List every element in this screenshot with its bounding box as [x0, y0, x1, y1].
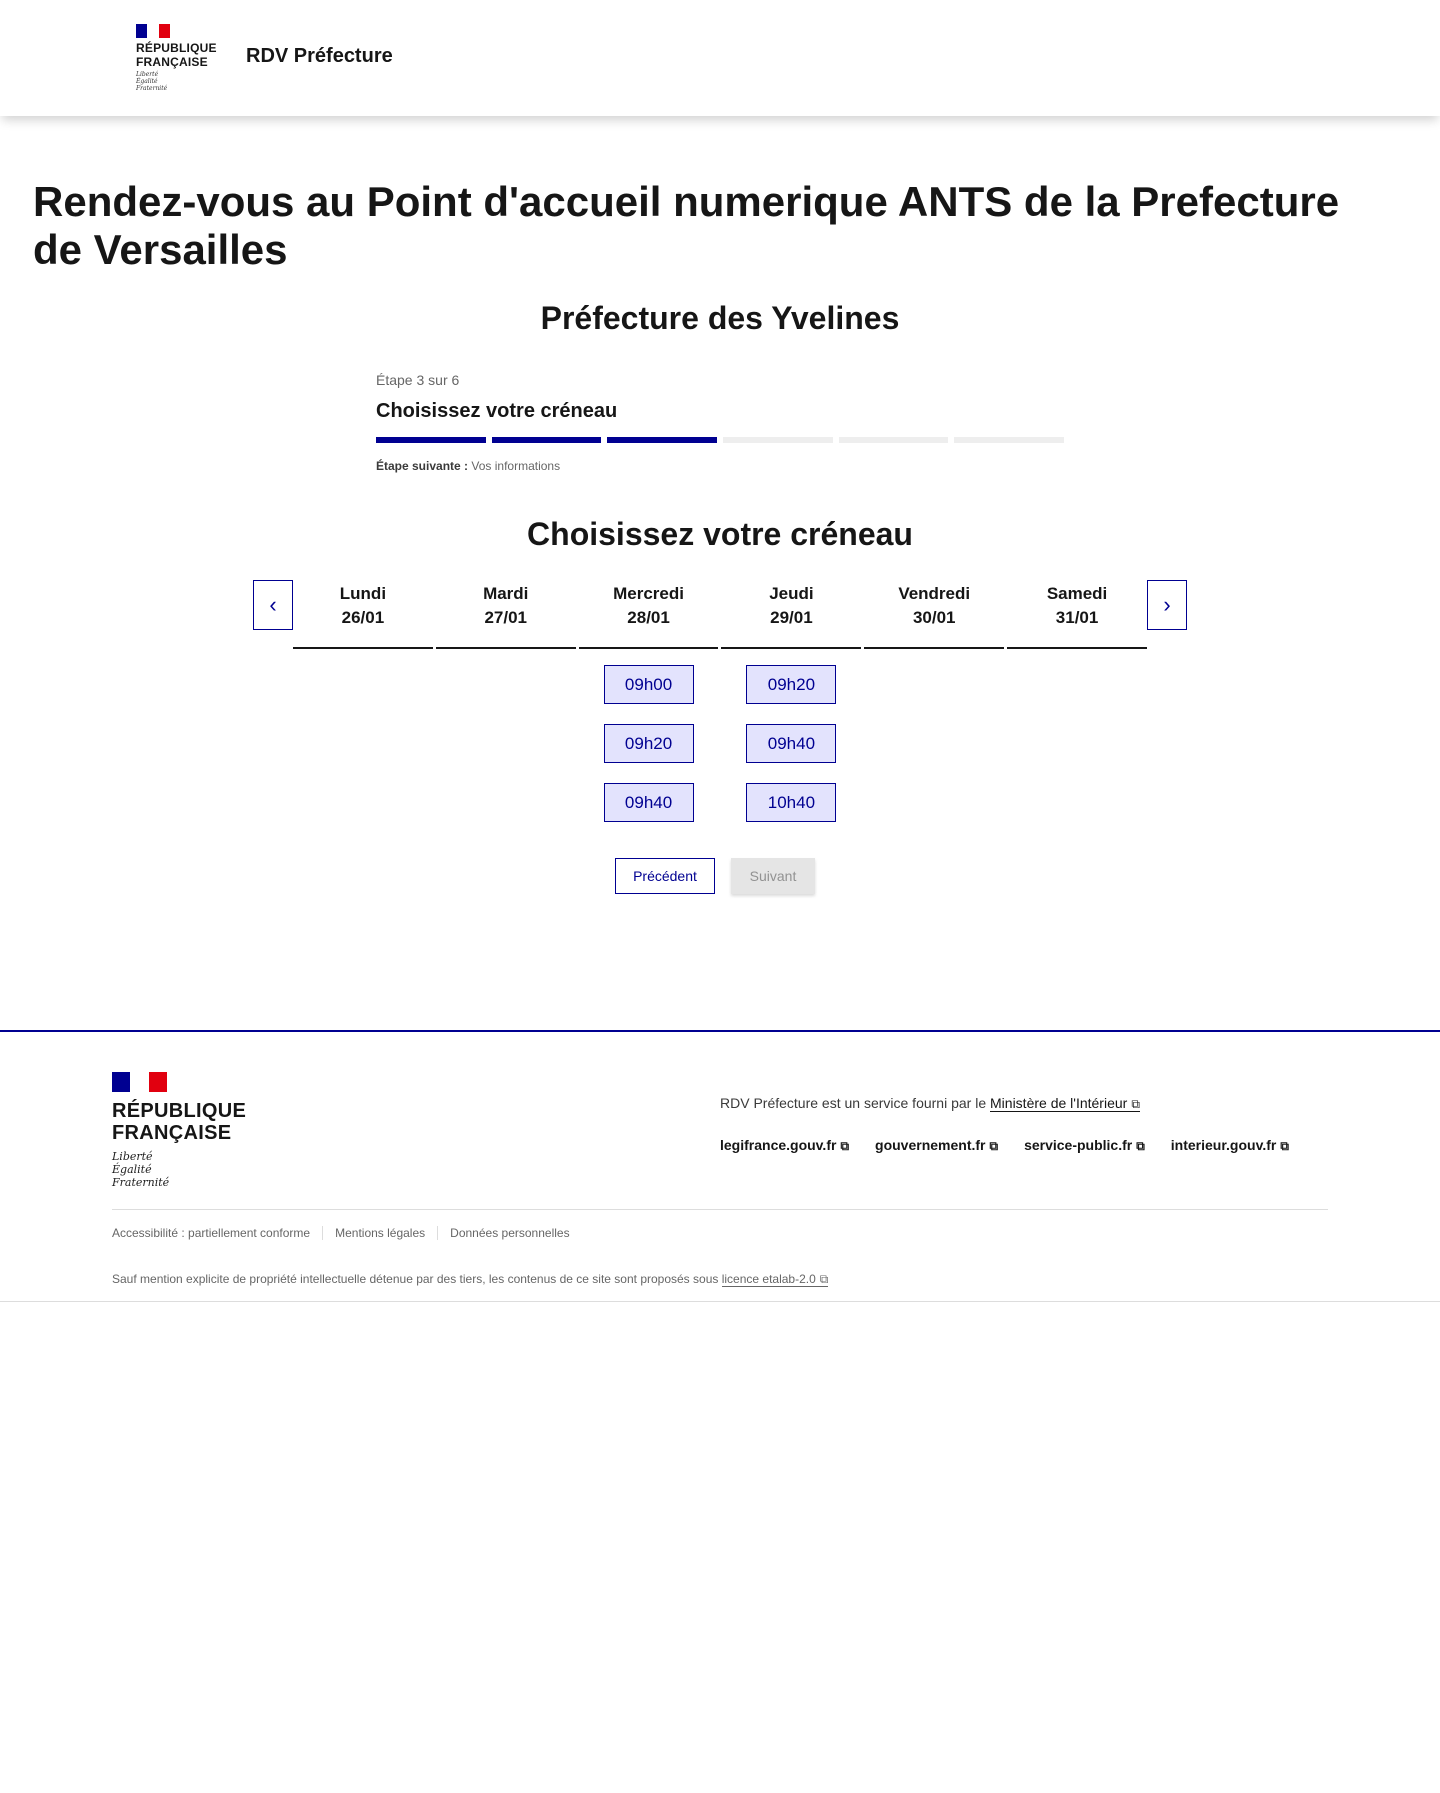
previous-button[interactable]: Précédent: [615, 858, 715, 894]
footer-logo-devise: Liberté Égalité Fraternité: [112, 1150, 170, 1189]
slot-calendar: [253, 580, 1187, 830]
day-name: Mercredi: [613, 584, 684, 603]
service-title[interactable]: RDV Préfecture: [246, 45, 393, 67]
external-link-icon: ⧉: [1280, 1139, 1289, 1153]
day-date: 27/01: [484, 608, 528, 627]
day-date: 29/01: [770, 608, 813, 627]
footer-link-interieur[interactable]: interieur.gouv.fr ⧉: [1170, 1137, 1289, 1153]
day-column: [436, 580, 576, 822]
next-week-button[interactable]: [1147, 580, 1187, 630]
step-bar: [492, 437, 602, 443]
slot-list: [436, 649, 576, 665]
time-slot-button[interactable]: 09h40: [746, 724, 836, 763]
day-header: [864, 580, 1004, 649]
step-bar: [723, 437, 833, 443]
step-bar: [954, 437, 1064, 443]
day-header: [721, 580, 861, 649]
logo-devise: Liberté Égalité Fraternité: [136, 71, 168, 92]
step-next-label: Étape suivante : Vos informations: [376, 459, 561, 473]
day-column: [864, 580, 1004, 822]
time-slot-button[interactable]: 09h20: [604, 724, 694, 763]
day-header: [1007, 580, 1147, 649]
organisation-title: Préfecture des Yvelines: [540, 300, 900, 336]
footer-republique-francaise-logo[interactable]: [112, 1072, 252, 1189]
day-name: Samedi: [1046, 584, 1108, 603]
day-column: [1007, 580, 1147, 822]
external-link-icon: ⧉: [1136, 1139, 1145, 1153]
external-link-icon: ⧉: [819, 1272, 829, 1286]
day-column: [721, 580, 861, 822]
step-title: Choisissez votre créneau: [376, 400, 618, 422]
external-link-icon: ⧉: [1131, 1097, 1140, 1111]
slot-list: [293, 649, 433, 665]
chevron-right-icon: ›: [1163, 592, 1171, 617]
slot-list: [864, 649, 1004, 665]
license-link[interactable]: licence etalab-2.0 ⧉: [721, 1272, 829, 1286]
footer-link-service-public[interactable]: service-public.fr ⧉: [1024, 1137, 1145, 1153]
step-bar: [607, 437, 717, 443]
footer-bottom-links: [112, 1226, 582, 1240]
footer-link-legifrance[interactable]: legifrance.gouv.fr ⧉: [720, 1137, 850, 1153]
step-progress-bars: [376, 437, 1064, 443]
day-name: Vendredi: [898, 584, 971, 603]
stepper: [376, 372, 1064, 473]
footer-logo-text: RÉPUBLIQUE FRANÇAISE: [112, 1100, 247, 1144]
day-date: 30/01: [912, 608, 956, 627]
day-date: 28/01: [627, 608, 670, 627]
next-button[interactable]: Suivant: [731, 858, 815, 894]
external-link-icon: ⧉: [840, 1139, 850, 1153]
footer-description: RDV Préfecture est un service fourni par le Ministère de l'Intérieur ⧉: [720, 1095, 1140, 1111]
day-date: 26/01: [341, 608, 385, 627]
day-name: Jeudi: [769, 584, 814, 603]
day-column: [293, 580, 433, 822]
site-header: [0, 0, 1440, 116]
previous-week-button[interactable]: [253, 580, 293, 630]
slot-list: [1007, 649, 1147, 665]
slot-list: [721, 649, 861, 822]
step-bar: [839, 437, 949, 443]
day-column: [579, 580, 719, 822]
flag-icon: [136, 24, 170, 38]
footer-link-accessibilite[interactable]: Accessibilité : partiellement conforme: [112, 1226, 311, 1240]
step-state: Étape 3 sur 6: [376, 372, 460, 388]
day-header: [579, 580, 719, 649]
day-header: [293, 580, 433, 649]
footer-divider: [112, 1209, 1328, 1210]
form-actions: [0, 858, 1440, 894]
chevron-left-icon: ‹: [269, 592, 277, 617]
day-name: Lundi: [339, 584, 387, 603]
footer-link-mentions-legales[interactable]: Mentions légales: [322, 1226, 437, 1240]
day-columns: [293, 580, 1147, 822]
site-footer: [0, 1030, 1440, 1302]
republique-francaise-logo[interactable]: [136, 24, 216, 96]
footer-link-donnees-personnelles[interactable]: Données personnelles: [437, 1226, 581, 1240]
slot-section-title: Choisissez votre créneau: [527, 516, 913, 552]
day-header: [436, 580, 576, 649]
external-link-icon: ⧉: [989, 1139, 999, 1153]
footer-link-gouvernement[interactable]: gouvernement.fr ⧉: [875, 1137, 999, 1153]
day-date: 31/01: [1055, 608, 1099, 627]
logo-text: RÉPUBLIQUE FRANÇAISE: [136, 41, 217, 69]
time-slot-button[interactable]: 10h40: [746, 783, 836, 822]
time-slot-button[interactable]: 09h40: [604, 783, 694, 822]
day-name: Mardi: [483, 584, 529, 603]
step-bar: [376, 437, 486, 443]
page-title: Rendez-vous au Point d'accueil numerique ANTS de la Prefecture de Versailles: [33, 178, 1340, 273]
footer-license: Sauf mention explicite de propriété intellectuelle détenue par des tiers, les contenus de ce site sont proposés sous licence etalab-2.0 ⧉: [112, 1272, 829, 1286]
time-slot-button[interactable]: 09h00: [604, 665, 694, 704]
footer-content-links: [720, 1137, 1289, 1154]
ministere-link[interactable]: Ministère de l'Intérieur ⧉: [990, 1095, 1140, 1111]
time-slot-button[interactable]: 09h20: [746, 665, 836, 704]
flag-icon: [112, 1072, 167, 1092]
slot-list: [579, 649, 719, 822]
